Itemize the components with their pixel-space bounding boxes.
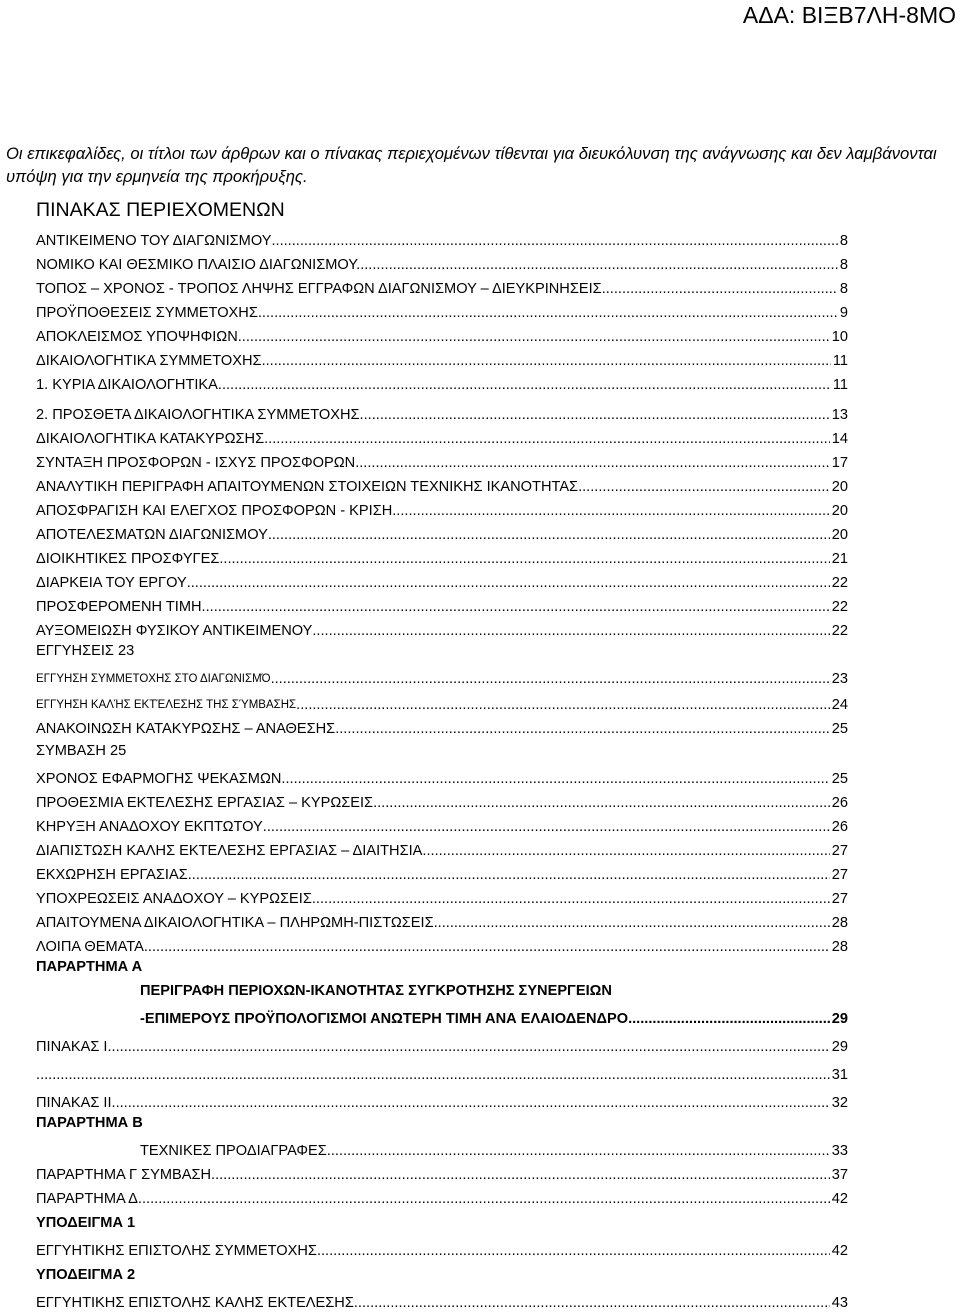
toc-entry[interactable]: 1. ΚΥΡΙΑ ΔΙΚΑΙΟΛΟΓΗΤΙΚΑ. ..... 11 (36, 372, 848, 394)
intro-note: Οι επικεφαλίδες, οι τίτλοι των άρθρων και ο πίνακας περιεχομένων τίθενται για διευκόλυνση της ανάγνωσης και δεν λαμβάνονται υπόψη για την ερμηνεία της προκήρυξης. (6, 144, 937, 186)
toc-entry[interactable]: ΥΠΟΧΡΕΩΣΕΙΣ ΑΝΑΔΟΧΟΥ – ΚΥΡΩΣΕΙΣ ..... 27 (36, 886, 848, 908)
toc-heading[interactable]: ΥΠΟΔΕΙΓΜΑ 2 (36, 1267, 136, 1283)
toc-entry[interactable]: ΠΡΟΣΦΕΡΟΜΕΝΗ ΤΙΜΗ ..... 22 (36, 594, 848, 616)
toc-entry[interactable]: ΑΝΑΚΟΙΝΩΣΗ ΚΑΤΑΚΥΡΩΣΗΣ – ΑΝΑΘΕΣΗΣ ..... 25 (36, 716, 848, 738)
toc-heading[interactable]: ΠΑΡΑΡΤΗΜΑ Α (36, 959, 143, 975)
toc-entry[interactable]: ΔΙΚΑΙΟΛΟΓΗΤΙΚΑ ΣΥΜΜΕΤΟΧΗΣ ..... 11 (36, 348, 848, 370)
toc-entry[interactable]: ΠΡΟΘΕΣΜΙΑ ΕΚΤΕΛΕΣΗΣ ΕΡΓΑΣΙΑΣ – ΚΥΡΩΣΕΙΣ ..... 26 (36, 790, 848, 812)
toc-entry[interactable]: ΠΡΟΫΠΟΘΕΣΕΙΣ ΣΥΜΜΕΤΟΧΗΣ ..... 9 (36, 300, 848, 322)
toc-entry[interactable]: ΣΥΝΤΑΞΗ ΠΡΟΣΦΟΡΩΝ - ΙΣΧΥΣ ΠΡΟΣΦΟΡΩΝ ..... 17 (36, 450, 848, 472)
toc-title: ΠΙΝΑΚΑΣ ΠΕΡΙΕΧΟΜΕΝΩΝ (36, 199, 285, 221)
toc-entry[interactable]: ΚΗΡΥΞΗ ΑΝΑΔΟΧΟΥ ΕΚΠΤΩΤΟΥ ..... 26 (36, 814, 848, 836)
toc-heading[interactable]: ΕΓΓΥΗΣΕΙΣ 23 (36, 643, 135, 659)
toc-entry[interactable]: ΕΓΓΥΗΣΗ ΣΥΜΜΕΤΟΧΗΣ ΣΤΟ ΔΙΑΓΩΝΙΣΜΌ ..... 23 (36, 666, 848, 688)
toc-entry[interactable]: ΤΟΠΟΣ – ΧΡΟΝΟΣ - ΤΡΟΠΟΣ ΛΗΨΗΣ ΕΓΓΡΑΦΩΝ ΔΙΑΓΩΝΙΣΜΟΥ – ΔΙΕΥΚΡΙΝΗΣΕΙΣ ..... 8 (36, 276, 848, 298)
toc-entry[interactable]: ΑΠΟΣΦΡΑΓΙΣΗ ΚΑΙ ΕΛΕΓΧΟΣ ΠΡΟΣΦΟΡΩΝ - ΚΡΙΣΗ ..... 20 (36, 498, 848, 520)
toc-heading[interactable]: ΣΥΜΒΑΣΗ 25 (36, 743, 127, 759)
toc-entry[interactable]: ΧΡΟΝΟΣ ΕΦΑΡΜΟΓΗΣ ΨΕΚΑΣΜΩΝ ..... 25 (36, 766, 848, 788)
toc-entry[interactable]: 2. ΠΡΟΣΘΕΤΑ ΔΙΚΑΙΟΛΟΓΗΤΙΚΑ ΣΥΜΜΕΤΟΧΗΣ ..... 13 (36, 402, 848, 424)
toc-entry[interactable]: ΝΟΜΙΚΟ ΚΑΙ ΘΕΣΜΙΚΟ ΠΛΑΙΣΙΟ ΔΙΑΓΩΝΙΣΜΟΥ. ..... 8 (36, 252, 848, 274)
toc-heading[interactable]: ΠΕΡΙΓΡΑΦΗ ΠΕΡΙΟΧΩΝ-ΙΚΑΝΟΤΗΤΑΣ ΣΥΓΚΡΟΤΗΣΗΣ ΣΥΝΕΡΓΕΙΩΝ (140, 983, 612, 999)
toc-entry[interactable]: ΑΥΞΟΜΕΙΩΣΗ ΦΥΣΙΚΟΥ ΑΝΤΙΚΕΙΜΕΝΟΥ ..... 22 (36, 618, 848, 640)
toc-entry[interactable]: ΠΑΡΑΡΤΗΜΑ Γ ΣΥΜΒΑΣΗ. ..... 37 (36, 1162, 848, 1184)
toc-entry[interactable]: ΑΝΤΙΚΕΙΜΕΝΟ ΤΟΥ ΔΙΑΓΩΝΙΣΜΟΥ ..... 8 (36, 228, 848, 250)
toc-entry[interactable]: ΛΟΙΠΑ ΘΕΜΑΤΑ. ..... 28 (36, 934, 848, 956)
toc-entry[interactable]: ΑΝΑΛΥΤΙΚΗ ΠΕΡΙΓΡΑΦΗ ΑΠΑΙΤΟΥΜΕΝΩΝ ΣΤΟΙΧΕΙΩΝ ΤΕΧΝΙΚΗΣ ΙΚΑΝΟΤΗΤΑΣ ..... 20 (36, 474, 848, 496)
toc-heading[interactable]: ΥΠΟΔΕΙΓΜΑ 1 (36, 1215, 136, 1231)
toc-entry[interactable]: ΤΕΧΝΙΚΕΣ ΠΡΟΔΙΑΓΡΑΦΕΣ ..... 33 (36, 1138, 848, 1160)
toc-entry[interactable]: -ΕΠΙΜΕΡΟΥΣ ΠΡΟΫΠΟΛΟΓΙΣΜΟΙ ΑΝΩΤΕΡΗ ΤΙΜΗ ΑΝΑ ΕΛΑΙΟΔΕΝΔΡΟ ..... 29 (36, 1006, 848, 1028)
toc-heading[interactable]: ΠΑΡΑΡΤΗΜΑ Β (36, 1115, 143, 1131)
toc-entry[interactable]: ΑΠΟΚΛΕΙΣΜΟΣ ΥΠΟΨΗΦΙΩΝ ..... 10 (36, 324, 848, 346)
toc-entry[interactable]: ΠΑΡΑΡΤΗΜΑ Δ. ..... 42 (36, 1186, 848, 1208)
toc-entry[interactable]: ΠΙΝΑΚΑΣ Ι. ..... 29 (36, 1034, 848, 1056)
toc-entry[interactable]: ΕΚΧΩΡΗΣΗ ΕΡΓΑΣΙΑΣ ..... 27 (36, 862, 848, 884)
toc-entry[interactable]: ΕΓΓΥΗΤΙΚΗΣ ΕΠΙΣΤΟΛΗΣ ΚΑΛΗΣ ΕΚΤΕΛΕΣΗΣ ..... 43 (36, 1290, 848, 1312)
toc-entry[interactable]: ΑΠΟΤΕΛΕΣΜΑΤΩΝ ΔΙΑΓΩΝΙΣΜΟΥ ..... 20 (36, 522, 848, 544)
toc-entry[interactable]: ΔΙΚΑΙΟΛΟΓΗΤΙΚΑ ΚΑΤΑΚΥΡΩΣΗΣ ..... 14 (36, 426, 848, 448)
ada-code: ΑΔΑ: ΒΙΞΒ7ΛΗ-8ΜΟ (742, 2, 956, 28)
toc-entry[interactable]: ΔΙΑΠΙΣΤΩΣΗ ΚΑΛΗΣ ΕΚΤΕΛΕΣΗΣ ΕΡΓΑΣΙΑΣ – ΔΙΑΙΤΗΣΙΑ ..... 27 (36, 838, 848, 860)
toc-entry[interactable]: ΠΙΝΑΚΑΣ ΙΙ. ..... 32 (36, 1090, 848, 1112)
toc-entry[interactable]: ΕΓΓΥΗΤΙΚΗΣ ΕΠΙΣΤΟΛΗΣ ΣΥΜΜΕΤΟΧΗΣ ..... 42 (36, 1238, 848, 1260)
toc-entry[interactable]: ΕΓΓΥΗΣΗ ΚΑΛΉΣ ΕΚΤΈΛΕΣΗΣ ΤΗΣ ΣΎΜΒΑΣΗΣ ..... 24 (36, 692, 848, 714)
toc-entry[interactable]: . ..... 31 (36, 1062, 848, 1084)
toc-entry[interactable]: ΔΙΟΙΚΗΤΙΚΕΣ ΠΡΟΣΦΥΓΕΣ ..... 21 (36, 546, 848, 568)
toc-entry[interactable]: ΑΠΑΙΤΟΥΜΕΝΑ ΔΙΚΑΙΟΛΟΓΗΤΙΚΑ – ΠΛΗΡΩΜΗ-ΠΙΣΤΩΣΕΙΣ ..... 28 (36, 910, 848, 932)
toc-entry[interactable]: ΔΙΑΡΚΕΙΑ ΤΟΥ ΕΡΓΟΥ ..... 22 (36, 570, 848, 592)
